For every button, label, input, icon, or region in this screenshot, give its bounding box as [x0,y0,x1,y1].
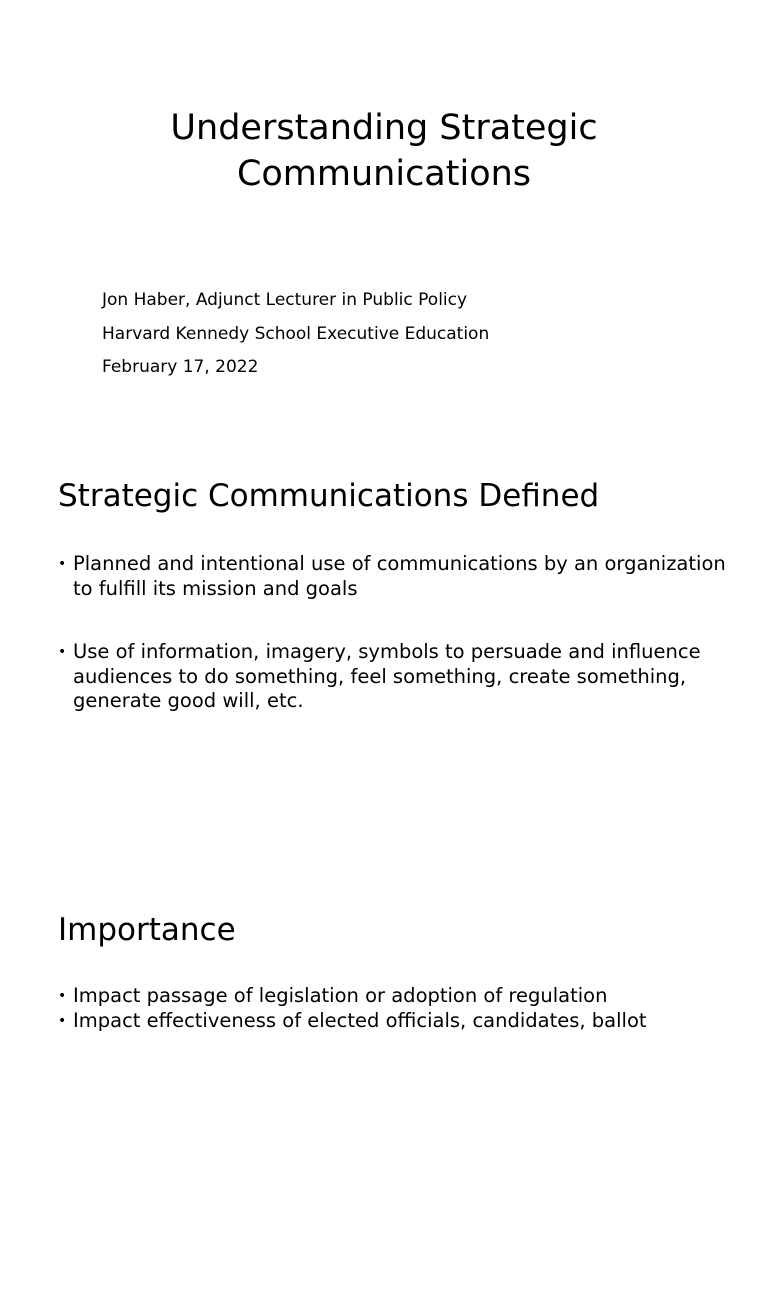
bullet-list [58,552,728,753]
presentation-title [0,105,768,197]
bullet-text: Impact effectiveness of elected officials, candidates, ballot [73,1008,647,1032]
slide-heading: Strategic Communications Defined [58,478,600,514]
presenter-name: Jon Haber, Adjunct Lecturer in Public Policy [102,290,468,310]
bullet-item [58,552,728,601]
title-line: Communications [236,154,532,194]
bullet-icon: • [58,556,67,572]
bullet-text: Planned and intentional use of communications by an organization to fulfill its mission and goals [73,552,726,600]
presenter-info [102,284,489,385]
bullet-icon: • [58,644,67,660]
bullet-item [58,640,728,714]
bullet-icon: • [58,1012,67,1029]
bullet-text: Use of information, imagery, symbols to persuade and influence audiences to do something, feel something, create something, generate good will, etc. [73,640,701,712]
presentation-date: February 17, 2022 [102,357,259,377]
bullet-item [58,1009,728,1034]
importance-slide [0,864,768,1296]
presenter-institution: Harvard Kennedy School Executive Education [102,323,490,344]
bullet-list [58,984,728,1072]
bullet-text: Impact passage of legislation or adoption of regulation [73,984,608,1007]
bullet-icon: • [58,988,67,1004]
definition-slide [0,432,768,864]
title-slide [0,0,768,432]
title-line: Understanding Strategic [170,108,598,148]
slide-heading: Importance [58,912,236,948]
bullet-item [58,984,728,1009]
